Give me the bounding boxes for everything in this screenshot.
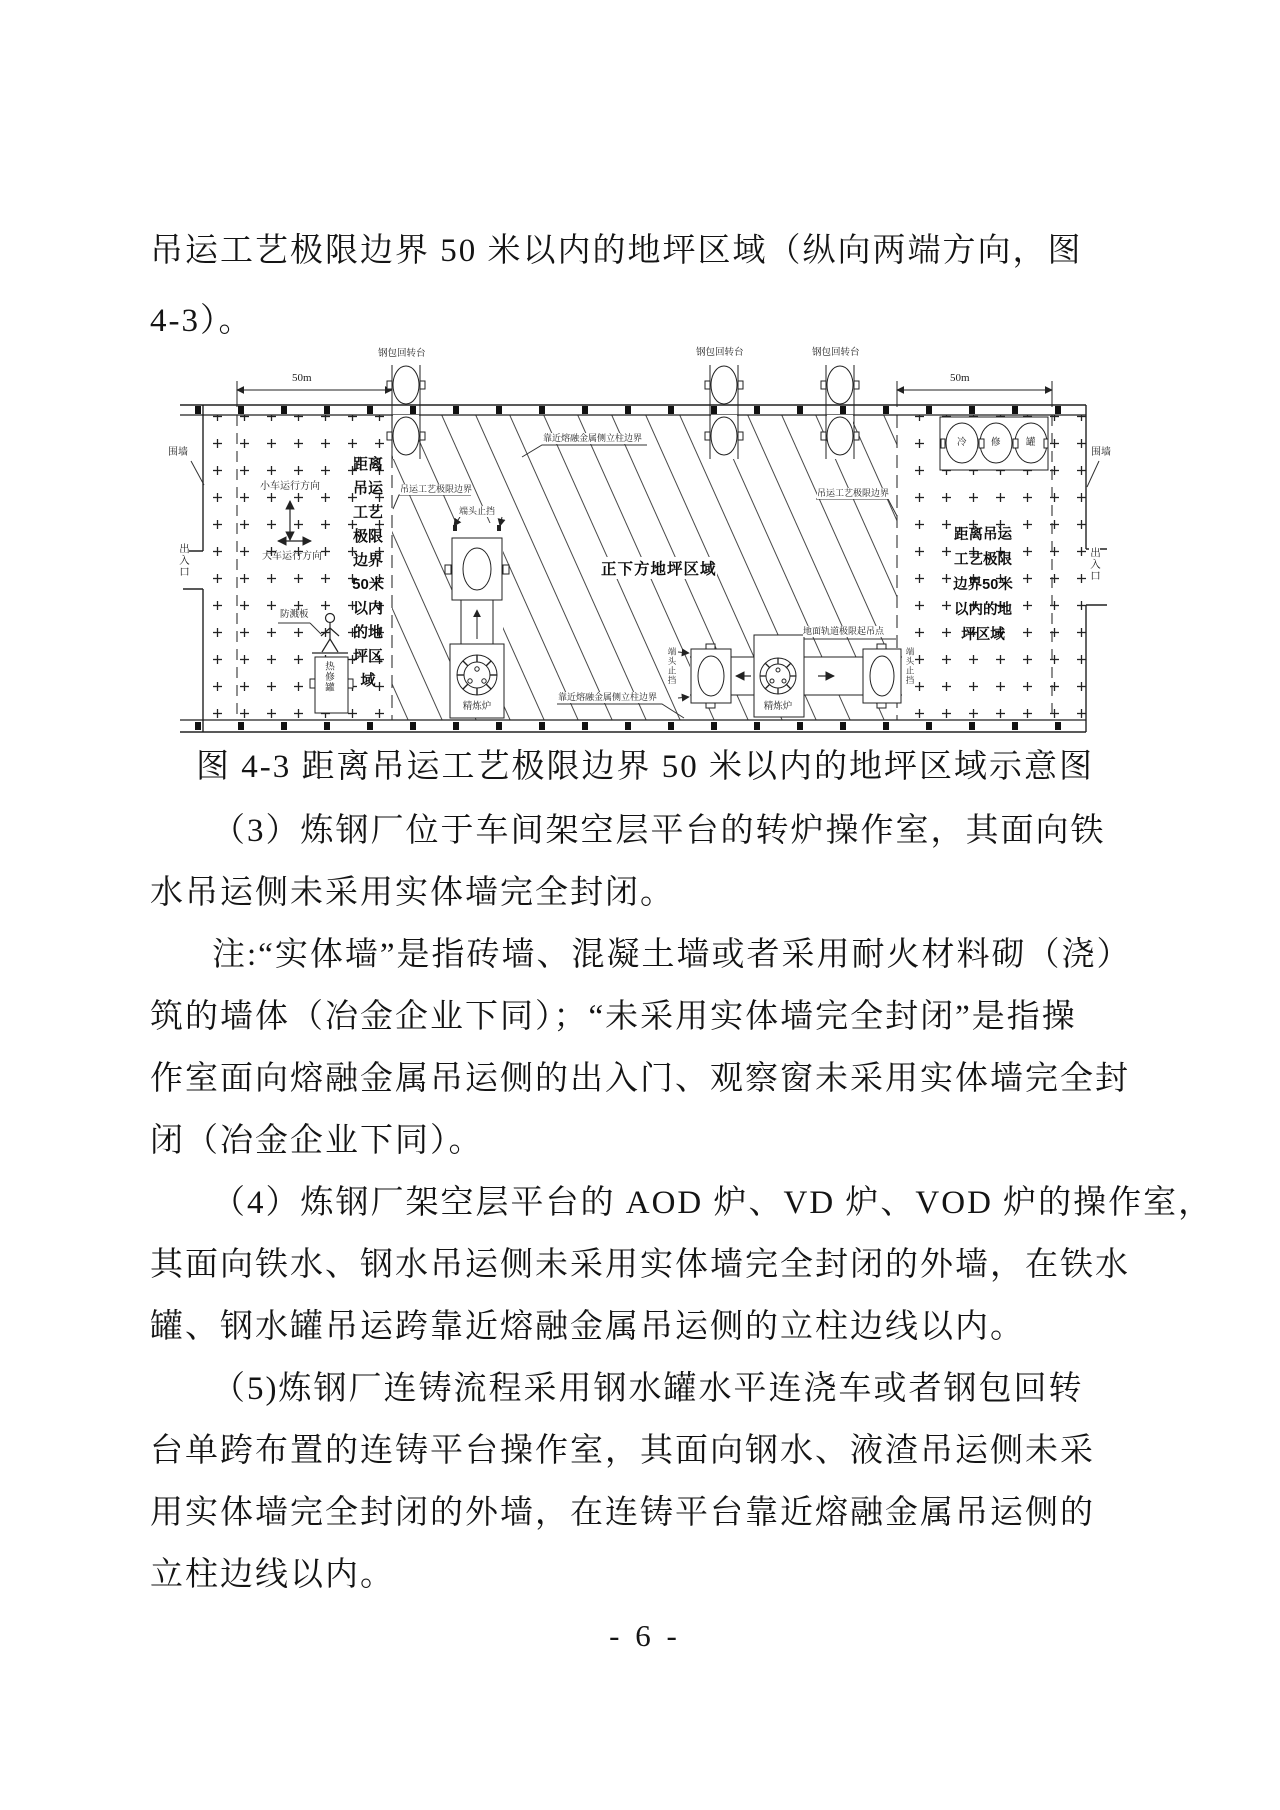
label-entrance-right: 出入口 <box>1089 547 1100 582</box>
left-zone-row: 边界 <box>352 552 383 569</box>
label-ladle-turret-3: 钢包回转台 <box>812 348 870 359</box>
label-ladle-turret-2: 钢包回转台 <box>696 348 754 359</box>
label-dim-50m-left: 50m <box>292 372 312 384</box>
left-zone-row: 距离 <box>352 456 383 473</box>
label-refining-furnace-2: 精炼炉 <box>756 702 800 713</box>
label-fence-right: 围墙 <box>1091 447 1111 458</box>
right-zone-row: 坪区域 <box>961 627 1005 643</box>
left-zone-row: 极限 <box>352 528 383 545</box>
label-splash-guard: 防溅板 <box>280 610 309 620</box>
label-entrance-left: 出入口 <box>178 543 189 578</box>
label-column-boundary-bottom: 靠近熔融金属侧立柱边界 <box>558 692 658 702</box>
label-below-zone: 正下方地坪区域 <box>601 557 717 579</box>
label-crane-direction: 大车运行方向 <box>262 551 322 562</box>
paragraph-4-line: 罐、钢水罐吊运跨靠近熔融金属吊运侧的立柱边线以内。 <box>150 1309 1025 1345</box>
paragraph-4-line: （4）炼钢厂架空层平台的 AOD 炉、VD 炉、VOD 炉的操作室， <box>212 1185 1214 1221</box>
label-trolley-direction: 小车运行方向 <box>260 481 320 492</box>
left-zone-row: 域 <box>360 672 376 689</box>
intro-line-2: 4-3）。 <box>150 303 254 339</box>
paragraph-3-line: 水吊运侧未采用实体墙完全封闭。 <box>150 875 675 911</box>
paragraph-4-line: 其面向铁水、钢水吊运侧未采用实体墙完全封闭的外墙，在铁水 <box>150 1247 1130 1283</box>
note-line: 作室面向熔融金属吊运侧的出入门、观察窗未采用实体墙完全封 <box>150 1061 1130 1097</box>
left-zone-row: 以内 <box>352 600 383 617</box>
center-track <box>445 517 509 718</box>
label-column-boundary-top: 靠近熔融金属侧立柱边界 <box>543 433 643 443</box>
label-dim-50m-right: 50m <box>950 372 970 384</box>
left-zone-row: 50米 <box>352 576 384 593</box>
label-end-stop-top: 端头止挡 <box>459 506 496 516</box>
label-limit-boundary-right: 吊运工艺极限边界 <box>817 488 890 498</box>
dimension-lines <box>237 381 1052 407</box>
note-line: 筑的墙体（冶金企业下同）；“未采用实体墙完全封闭”是指操 <box>150 999 1077 1035</box>
left-zone-row: 吊运 <box>352 480 383 497</box>
label-cold-tank-char-1: 冷 <box>957 438 967 448</box>
label-hot-repair-tank: 热修罐 <box>323 661 333 693</box>
bottom-wall <box>180 720 1086 732</box>
paragraph-3-line: （3）炼钢厂位于车间架空层平台的转炉操作室，其面向铁 <box>212 813 1106 849</box>
label-end-stop-left: 端头止挡 <box>667 647 677 685</box>
paragraph-5-line: 用实体墙完全封闭的外墙，在连铸平台靠近熔融金属吊运侧的 <box>150 1495 1095 1531</box>
label-fence-left: 围墙 <box>168 447 188 458</box>
note-line: 闭（冶金企业下同）。 <box>150 1123 484 1159</box>
figure-caption: 图 4-3 距离吊运工艺极限边界 50 米以内的地坪区域示意图 <box>196 749 1094 785</box>
right-zone-row: 边界50米 <box>953 577 1013 593</box>
paragraph-5-line: 台单跨布置的连铸平台操作室，其面向钢水、液渣吊运侧未采 <box>150 1433 1095 1469</box>
label-ladle-turret-1: 钢包回转台 <box>378 349 436 360</box>
page-number: - 6 - <box>609 1618 681 1653</box>
figure-4-3 <box>150 295 1150 745</box>
label-ground-rail-lift-point: 地面轨道极限起吊点 <box>803 626 885 636</box>
label-end-stop-right: 端头止挡 <box>905 647 915 685</box>
note-line: 注:“实体墙”是指砖墙、混凝土墙或者采用耐火材料砌（浇） <box>212 937 1132 973</box>
paragraph-5-line: （5)炼钢厂连铸流程采用钢水罐水平连浇车或者钢包回转 <box>212 1371 1084 1407</box>
right-zone-row: 距离吊运 <box>954 527 1012 543</box>
label-refining-furnace-1: 精炼炉 <box>455 702 499 713</box>
intro-line-1: 吊运工艺极限边界 50 米以内的地坪区域（纵向两端方向，图 <box>150 233 1083 269</box>
body-text <box>150 800 1214 1606</box>
label-limit-boundary-left: 吊运工艺极限边界 <box>400 484 473 494</box>
top-wall <box>180 405 1086 415</box>
left-zone-row: 的地 <box>352 624 383 641</box>
left-zone-row: 工艺 <box>352 504 383 521</box>
figure-drawing <box>150 295 1150 745</box>
label-cold-tank-char-2: 修 <box>991 438 1001 448</box>
left-zone-row: 坪区 <box>352 648 383 665</box>
paragraph-5-line: 立柱边线以内。 <box>150 1557 395 1593</box>
label-cold-tank-char-3: 罐 <box>1026 438 1036 448</box>
right-zone-row: 以内的地 <box>954 602 1012 618</box>
right-zone-row: 工艺极限 <box>954 552 1012 568</box>
